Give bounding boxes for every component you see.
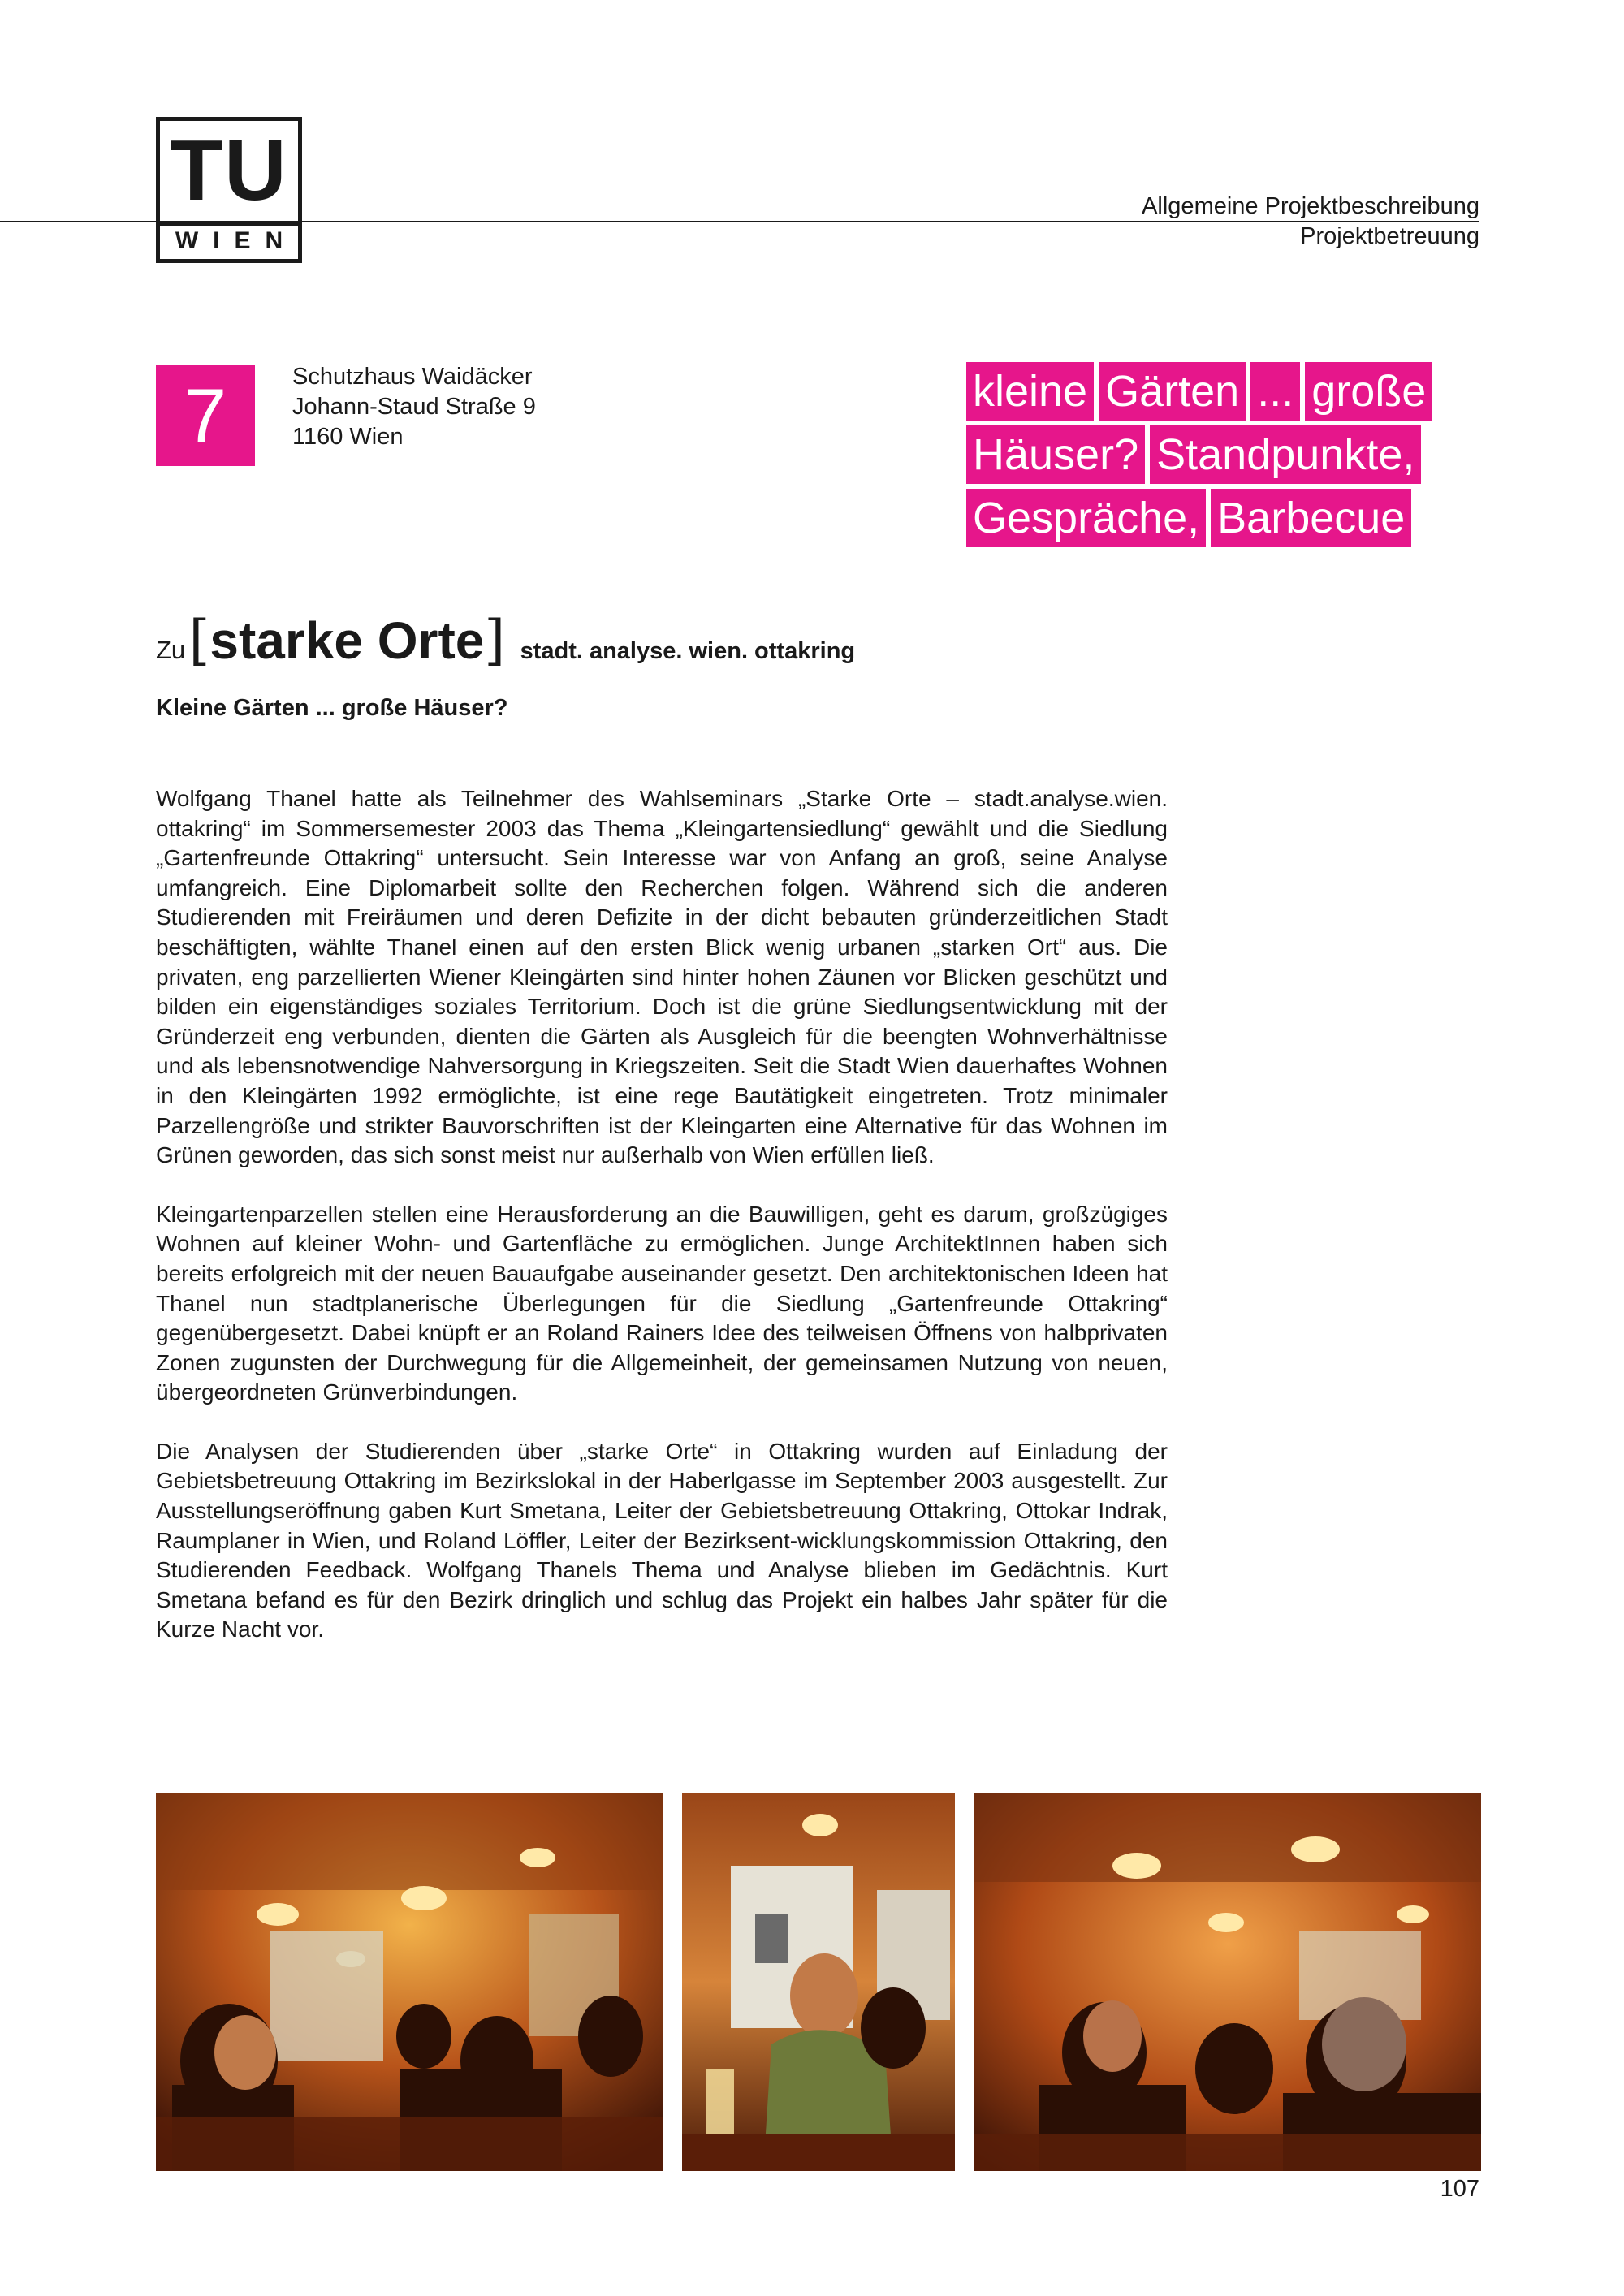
logo-tu-text: TU xyxy=(170,123,288,218)
title-word: Barbecue xyxy=(1211,489,1411,547)
header-rule xyxy=(0,221,1479,222)
event-photo-right xyxy=(974,1793,1481,2171)
title-word: Häuser? xyxy=(966,425,1145,484)
section-zu: Zu xyxy=(156,636,186,664)
section-subheading: Kleine Gärten ... große Häuser? xyxy=(156,695,508,721)
section-tag: stadt. analyse. wien. ottakring xyxy=(520,638,856,664)
project-number-badge: 7 xyxy=(156,365,255,466)
bracket-close: ] xyxy=(484,609,506,671)
title-word: große xyxy=(1305,362,1432,421)
title-word: ... xyxy=(1250,362,1300,421)
event-photo-left xyxy=(156,1793,663,2171)
title-word: Standpunkte, xyxy=(1150,425,1421,484)
title-row xyxy=(966,489,1486,547)
project-title xyxy=(966,362,1486,552)
address-line: Schutzhaus Waidäcker xyxy=(292,364,533,390)
paragraph: Wolfgang Thanel hatte als Teilnehmer des Wahlseminars „Starke Orte – stadt.analyse.wien. ottakring“ im Sommersemester 2003 das Thema „Kleingartensiedlung“ gewählt und die Siedlung „Gartenfreunde Ottakring“ untersucht. Sein Interesse war von Anfang an groß, seine Analyse umfangreich. Eine Diplomarbeit sollte den Recherchen folgen. Während sich die anderen Studierenden mit Freiräumen und deren Defizite in der dicht bebauten gründerzeitlichen Stadt beschäftigten, wählte Thanel einen auf den ersten Blick wenig urbanen „starken Ort“ aus. Die privaten, eng parzellierten Wiener Kleingärten sind hinter hohen Zäunen vor Blicken geschützt und bilden ein eigenständiges soziales Territorium. Doch ist die grüne Siedlungsentwicklung mit der Gründerzeit eng verbunden, dienten die Gärten als Ausgleich für die beengten Wohnverhältnisse und als lebensnotwendige Nahversorgung in Kriegszeiten. Seit die Stadt Wien dauerhaftes Wohnen in den Kleingärten 1992 ermöglichte, ist eine rege Bautätigkeit eingetreten. Trotz minimaler Parzellengröße und strikter Bauvorschriften ist der Kleingarten eine Alternative für das Wohnen im Grünen geworden, das sich sonst meist nur außerhalb von Wien erfüllen ließ. xyxy=(156,786,1168,1168)
tu-wien-logo xyxy=(156,117,302,263)
paragraph: Die Analysen der Studierenden über „starke Orte“ in Ottakring wurden auf Einladung der Gebietsbetreuung Ottakring im Bezirkslokal in der Haberlgasse im September 2003 ausgestellt. Zur Ausstellungseröffnung gaben Kurt Smetana, Leiter der Gebietsbetreuung Ottakring, Ottokar Indrak, Raumplaner in Wien, und Roland Löffler, Leiter der Bezirksent-wicklungskommission Ottakring, den Studierenden Feedback. Wolfgang Thanels Thema und Analyse blieben im Gedächtnis. Kurt Smetana befand es für den Bezirk dringlich und schlug das Projekt ein halbes Jahr später für die Kurze Nacht vor. xyxy=(156,1438,1168,1642)
body-text xyxy=(156,784,1168,1674)
title-word: Gärten xyxy=(1099,362,1246,421)
title-word: kleine xyxy=(966,362,1094,421)
section-title: starke Orte xyxy=(209,611,485,670)
address-line: Johann-Staud Straße 9 xyxy=(292,394,536,420)
header-subcategory: Projektbetreuung xyxy=(1300,223,1479,249)
title-word: Gespräche, xyxy=(966,489,1206,547)
title-row xyxy=(966,362,1486,421)
event-photo-middle xyxy=(682,1793,955,2171)
paragraph: Kleingartenparzellen stellen eine Herausforderung an die Bauwilligen, geht es darum, großzügiges Wohnen auf kleiner Wohn- und Gartenfläche zu ermöglichen. Junge ArchitektInnen haben sich bereits erfolgreich mit der neuen Bauaufgabe auseinander gesetzt. Den architektonischen Ideen hat Thanel nun stadtplanerische Überlegungen für die Siedlung „Gartenfreunde Ottakring“ gegenübergesetzt. Dabei knüpft er an Roland Rainers Idee des teilweisen Öffnens von halbprivaten Zonen zugunsten der Durchwegung für die Allgemeinheit, der gemeinsamen Nutzung von neuen, übergeordneten Grünverbindungen. xyxy=(156,1201,1168,1405)
logo-wien-text: WIEN xyxy=(175,227,298,254)
page-number: 107 xyxy=(1440,2176,1479,2202)
section-heading xyxy=(156,609,855,671)
bracket-open: [ xyxy=(188,609,210,671)
address-line: 1160 Wien xyxy=(292,424,404,450)
project-address xyxy=(292,362,536,452)
title-row xyxy=(966,425,1486,484)
header-category: Allgemeine Projektbeschreibung xyxy=(1142,193,1479,219)
